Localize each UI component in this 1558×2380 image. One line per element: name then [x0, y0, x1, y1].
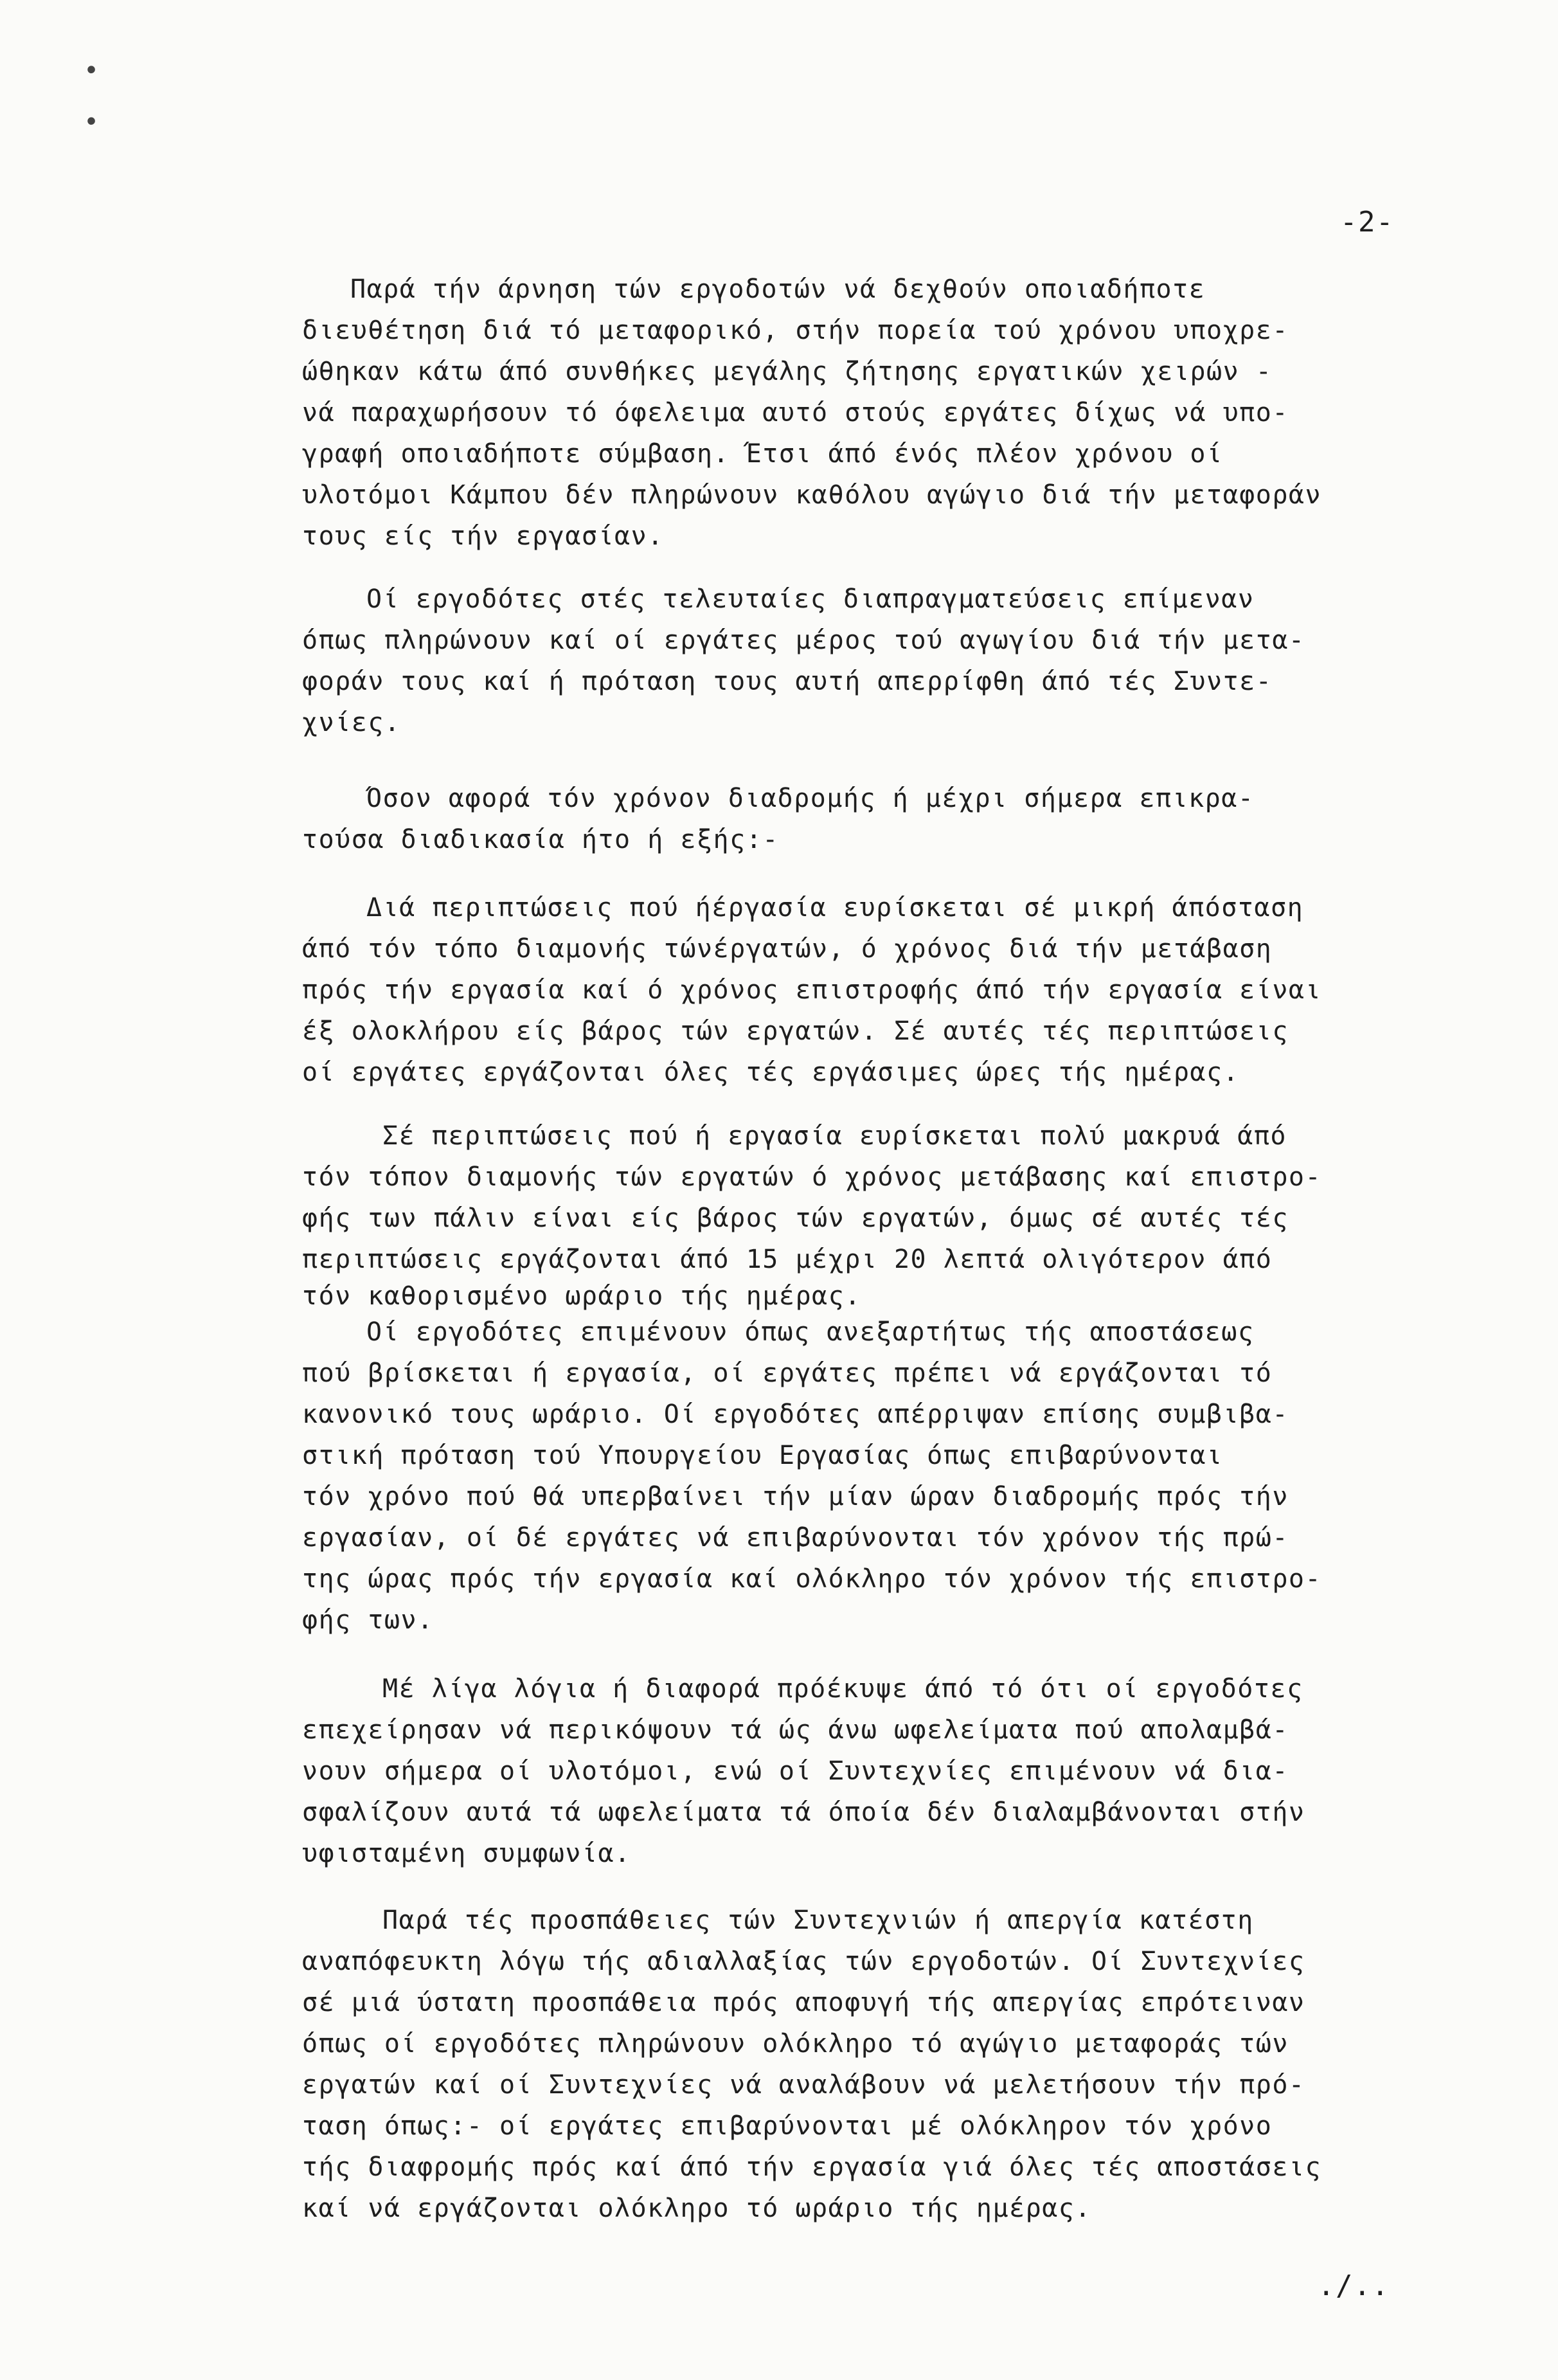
- text-line: της ώρας πρός τήν εργασία καί ολόκληρο τόν χρόνον τής επιστρο-: [302, 1564, 1322, 1594]
- text-line: πού βρίσκεται ή εργασία, οί εργάτες πρέπει νά εργάζονται τό: [302, 1358, 1273, 1388]
- text-line: φοράν τους καί ή πρόταση τους αυτή απερρίφθη άπό τές Συντε-: [302, 667, 1273, 696]
- text-line: Όσον αφορά τόν χρόνον διαδρομής ή μέχρι σήμερα επικρα-: [366, 784, 1255, 813]
- page-number: -2-: [1340, 206, 1394, 239]
- margin-marks: [84, 45, 100, 148]
- text-line: οί εργάτες εργάζονται όλες τές εργάσιμες ώρες τής ημέρας.: [302, 1058, 1240, 1087]
- margin-mark: •: [84, 107, 100, 137]
- text-line: τους είς τήν εργασίαν.: [302, 521, 664, 551]
- continuation-mark: ./..: [1318, 2269, 1390, 2302]
- text-line: έξ ολοκλήρου είς βάρος τών εργατών. Σέ αυτές τές περιπτώσεις: [302, 1016, 1289, 1046]
- text-line: Διά περιπτώσεις πού ήέργασία ευρίσκεται σέ μικρή άπόσταση: [366, 893, 1304, 923]
- text-line: όπως οί εργοδότες πληρώνουν ολόκληρο τό αγώγιο μεταφοράς τών: [302, 2029, 1289, 2059]
- text-line: Οί εργοδότες στές τελευταίες διαπραγματεύσεις επίμεναν: [366, 584, 1255, 614]
- text-line: στική πρόταση τού Υπουργείου Εργασίας όπως επιβαρύνονται: [302, 1441, 1223, 1470]
- text-line: περιπτώσεις εργάζονται άπό 15 μέχρι 20 λεπτά ολιγότερον άπό: [302, 1245, 1273, 1274]
- text-line: τόν τόπον διαμονής τών εργατών ό χρόνος μετάβασης καί επιστρο-: [302, 1162, 1322, 1192]
- text-line: φής των πάλιν είναι είς βάρος τών εργατών, όμως σέ αυτές τές: [302, 1204, 1289, 1233]
- text-line: σφαλίζουν αυτά τά ωφελείματα τά όποία δέν διαλαμβάνονται στήν: [302, 1798, 1305, 1827]
- text-line: ώθηκαν κάτω άπό συνθήκες μεγάλης ζήτησης εργατικών χειρών -: [302, 357, 1273, 386]
- text-line: πρός τήν εργασία καί ό χρόνος επιστροφής άπό τήν εργασία είναι: [302, 975, 1322, 1005]
- text-line: Παρά τήν άρνηση τών εργοδοτών νά δεχθούν οποιαδήποτε: [350, 275, 1206, 304]
- text-line: καί νά εργάζονται ολόκληρο τό ωράριο τής ημέρας.: [302, 2194, 1091, 2223]
- paragraph: [302, 1115, 1543, 1312]
- text-line: υλοτόμοι Κάμπου δέν πληρώνουν καθόλου αγώγιο διά τήν μεταφοράν: [302, 480, 1322, 510]
- text-line: τής διαφρομής πρός καί άπό τήν εργασία γιά όλες τές αποστάσεις: [302, 2152, 1322, 2182]
- text-line: Σέ περιπτώσεις πού ή εργασία ευρίσκεται πολύ μακρυά άπό: [382, 1121, 1287, 1151]
- text-line: Μέ λίγα λόγια ή διαφορά πρόέκυψε άπό τό ότι οί εργοδότες: [382, 1674, 1303, 1704]
- text-line: τόν χρόνο πού θά υπερβαίνει τήν μίαν ώραν διαδρομής πρός τήν: [302, 1482, 1289, 1511]
- text-line: νά παραχωρήσουν τό όφελειμα αυτό στούς εργάτες δίχως νά υπο-: [302, 398, 1289, 428]
- text-line: τούσα διαδικασία ήτο ή εξής:-: [302, 825, 779, 854]
- text-line: Οί εργοδότες επιμένουν όπως ανεξαρτήτως τής αποστάσεως: [366, 1317, 1255, 1347]
- text-line: επεχείρησαν νά περικόψουν τά ώς άνω ωφελείματα πού απολαμβά-: [302, 1715, 1289, 1745]
- text-line: διευθέτηση διά τό μεταφορικό, στήν πορεία τού χρόνου υποχρε-: [302, 316, 1289, 345]
- text-line: άπό τόν τόπο διαμονής τώνέργατών, ό χρόνος διά τήν μετάβαση: [302, 934, 1273, 964]
- text-line: σέ μιά ύστατη προσπάθεια πρός αποφυγή τής απεργίας επρότειναν: [302, 1988, 1305, 2017]
- margin-mark: •: [84, 56, 100, 86]
- paragraph: [302, 269, 1543, 557]
- text-line: γραφή οποιαδήποτε σύμβαση. Έτσι άπό ένός πλέον χρόνου οί: [302, 439, 1223, 469]
- text-line: εργασίαν, οί δέ εργάτες νά επιβαρύνονται τόν χρόνον τής πρώ-: [302, 1523, 1289, 1553]
- text-line: κανονικό τους ωράριο. Οί εργοδότες απέρριψαν επίσης συμβιβα-: [302, 1400, 1289, 1429]
- text-line: νουν σήμερα οί υλοτόμοι, ενώ οί Συντεχνίες επιμένουν νά δια-: [302, 1756, 1289, 1786]
- text-line: Παρά τές προσπάθειες τών Συντεχνιών ή απεργία κατέστη: [382, 1906, 1254, 1935]
- text-line: φής των.: [302, 1605, 434, 1635]
- text-line: χνίες.: [302, 708, 401, 737]
- paragraph: [302, 1900, 1543, 2229]
- text-line: ταση όπως:- οί εργάτες επιβαρύνονται μέ ολόκληρον τόν χρόνο: [302, 2111, 1273, 2141]
- text-line: εργατών καί οί Συντεχνίες νά αναλάβουν νά μελετήσουν τήν πρό-: [302, 2070, 1305, 2100]
- paragraph: [302, 1312, 1543, 1641]
- text-line: τόν καθορισμένο ωράριο τής ημέρας.: [302, 1281, 861, 1311]
- paragraph: [302, 887, 1543, 1093]
- paragraph: [302, 778, 1543, 860]
- text-line: υφισταμένη συμφωνία.: [302, 1839, 631, 1868]
- text-line: όπως πληρώνουν καί οί εργάτες μέρος τού αγωγίου διά τήν μετα-: [302, 626, 1305, 655]
- paragraph: [302, 1668, 1543, 1874]
- text-line: αναπόφευκτη λόγω τής αδιαλλαξίας τών εργοδοτών. Οί Συντεχνίες: [302, 1947, 1305, 1976]
- paragraph: [302, 579, 1543, 743]
